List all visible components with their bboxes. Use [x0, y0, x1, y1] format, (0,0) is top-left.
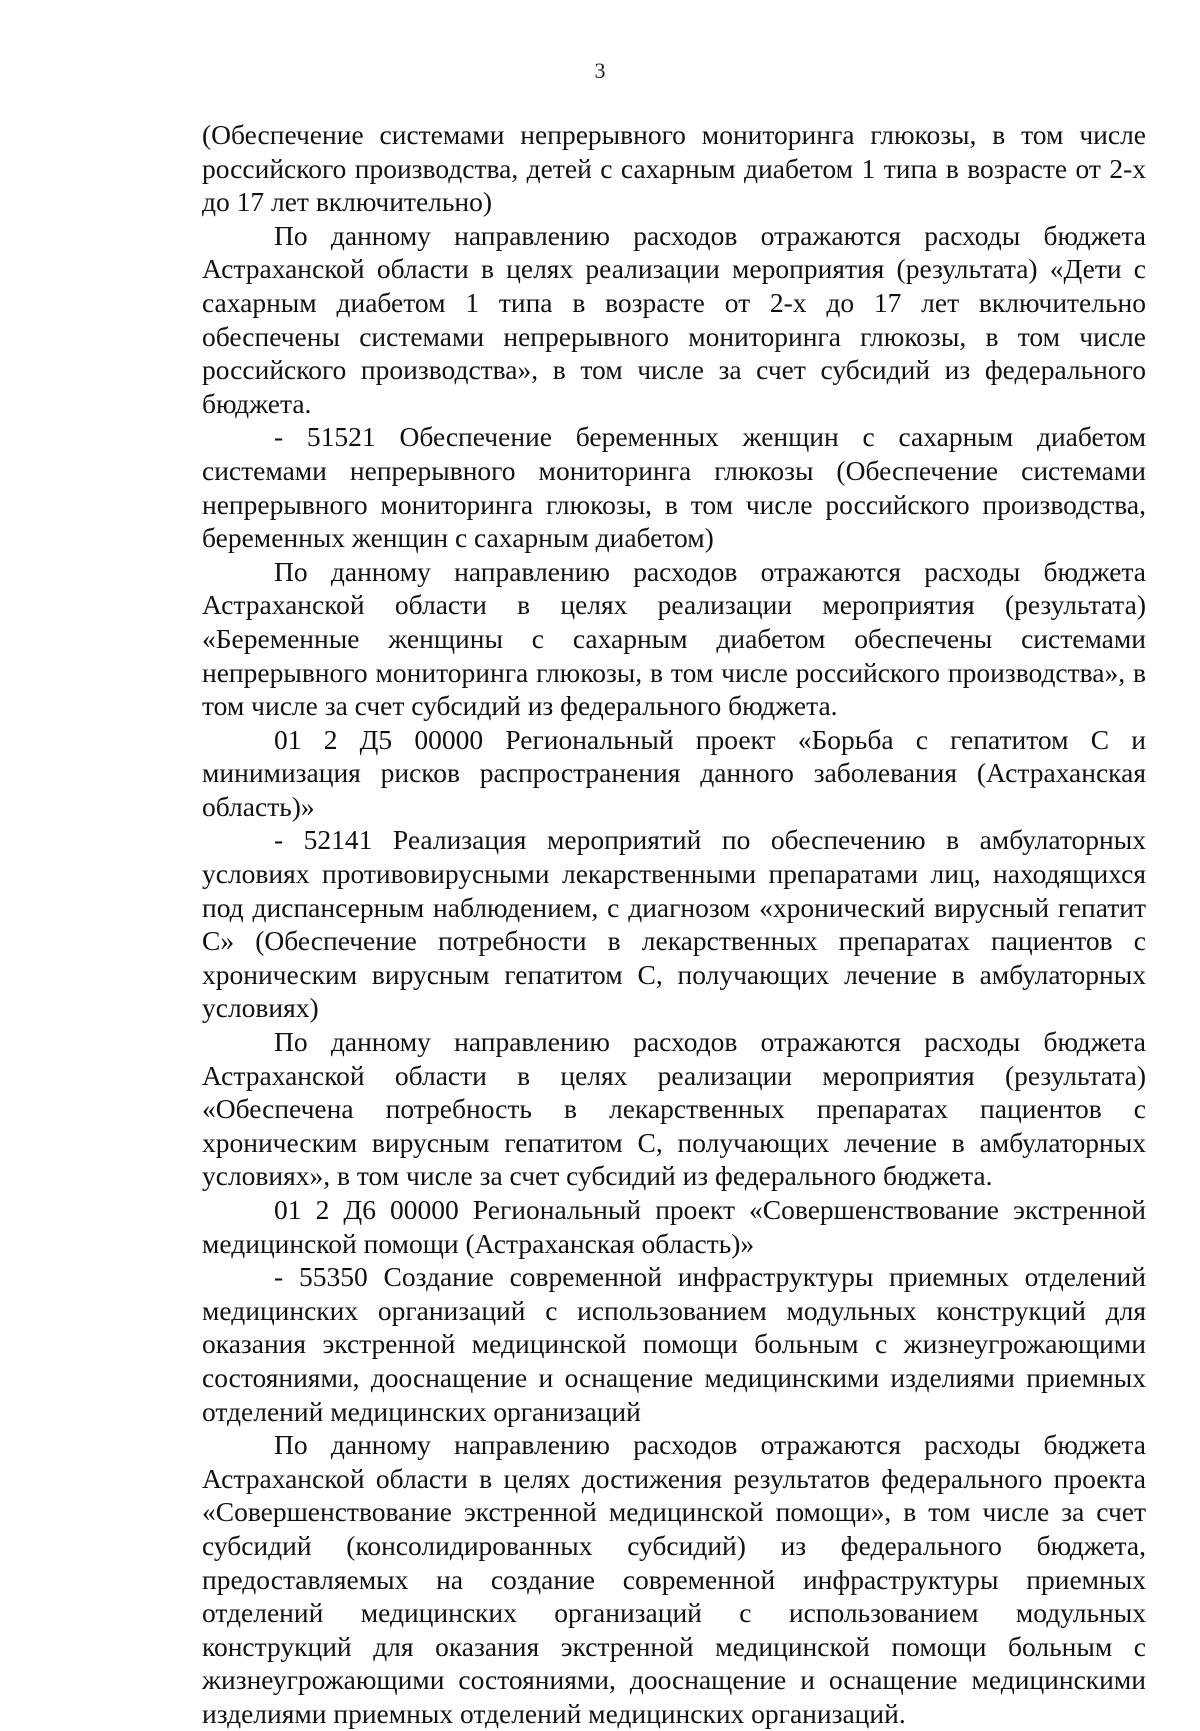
- paragraph-expense-code-55350: - 55350 Создание современной инфраструктуры приемных отделений медицинских организаций с использованием модульных конструкций для оказания экстренной медицинской помощи больным с жизнеугрожающими состояниями, дооснащение и оснащение медицинскими изделиями приемных отделений медицинских организаций: [202, 1261, 1146, 1427]
- paragraph-expense-description: По данному направлению расходов отражаются расходы бюджета Астраханской области в целях достижения результатов федерального проекта «Совершенствование экстренной медицинской помощи», в том числе за счет субсидий (консолидированных субсидий) из федерального бюджета, предоставляемых на создание современной инфраструктуры приемных отделений медицинских организаций с использованием модульных конструкций для оказания экстренной медицинской помощи больным с жизнеугрожающими состояниями, дооснащение и оснащение медицинскими изделиями приемных отделений медицинских организаций.: [202, 1429, 1146, 1729]
- paragraph-expense-description: По данному направлению расходов отражаются расходы бюджета Астраханской области в целях реализации мероприятия (результата) «Беременные женщины с сахарным диабетом обеспечены системами непрерывного мониторинга глюкозы, в том числе российского производства», в том числе за счет субсидий из федерального бюджета.: [202, 555, 1146, 722]
- paragraph-project-d6: 01 2 Д6 00000 Региональный проект «Совершенствование экстренной медицинской помощи (Астраханская область)»: [202, 1194, 1146, 1259]
- paragraph-expense-code-52141: - 52141 Реализация мероприятий по обеспечению в амбулаторных условиях противовирусными лекарственными препаратами лиц, находящихся под диспансерным наблюдением, с диагнозом «хронический вирусный гепатит С» (Обеспечение потребности в лекарственных препаратах пациентов с хроническим вирусным гепатитом С, получающих лечение в амбулаторных условиях): [202, 824, 1146, 1024]
- paragraph-expense-description: По данному направлению расходов отражаются расходы бюджета Астраханской области в целях реализации мероприятия (результата) «Дети с сахарным диабетом 1 типа в возрасте от 2-х до 17 лет включительно обеспечены системами непрерывного мониторинга глюкозы, в том числе российского производства», в том числе за счет субсидий из федерального бюджета.: [202, 219, 1146, 419]
- paragraph-expense-description: По данному направлению расходов отражаются расходы бюджета Астраханской области в целях реализации мероприятия (результата) «Обеспечена потребность в лекарственных препаратах пациентов с хроническим вирусным гепатитом С, получающих лечение в амбулаторных условиях», в том числе за счет субсидий из федерального бюджета.: [202, 1026, 1146, 1192]
- paragraph-expense-code-51521: - 51521 Обеспечение беременных женщин с сахарным диабетом системами непрерывного мониторинга глюкозы (Обеспечение системами непрерывного мониторинга глюкозы, в том числе российского производства, беременных женщин с сахарным диабетом): [202, 421, 1146, 554]
- document-body: [202, 118, 1146, 1731]
- paragraph-continuation: (Обеспечение системами непрерывного мониторинга глюкозы, в том числе российского производства, детей с сахарным диабетом 1 типа в возрасте от 2-х до 17 лет включительно): [202, 119, 1146, 218]
- paragraph-project-d5: 01 2 Д5 00000 Региональный проект «Борьба с гепатитом С и минимизация рисков распространения данного заболевания (Астраханская область)»: [202, 723, 1146, 822]
- page-number: 3: [594, 58, 606, 83]
